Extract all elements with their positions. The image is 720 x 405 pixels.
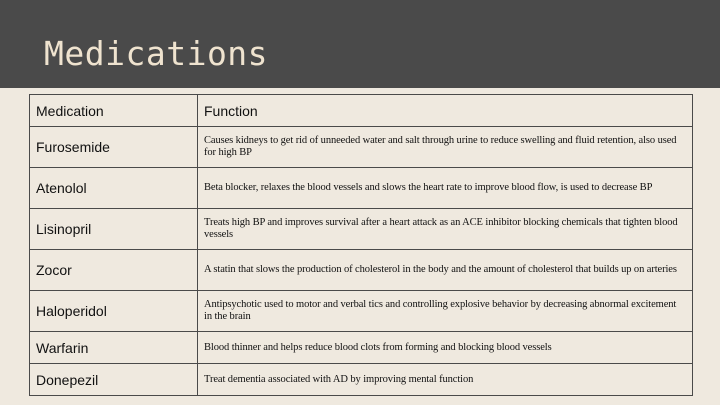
medication-function: Blood thinner and helps reduce blood clots from forming and blocking blood vessels bbox=[198, 332, 693, 364]
slide-title: Medications bbox=[44, 34, 269, 73]
medication-name: Haloperidol bbox=[30, 291, 198, 332]
title-band bbox=[0, 0, 720, 88]
table-row bbox=[30, 332, 693, 364]
column-header-medication: Medication bbox=[30, 95, 198, 127]
medication-name: Atenolol bbox=[30, 168, 198, 209]
medication-function: Causes kidneys to get rid of unneeded water and salt through urine to reduce swelling and fluid retention, also used for high BP bbox=[198, 127, 693, 168]
table-row bbox=[30, 127, 693, 168]
medication-name: Zocor bbox=[30, 250, 198, 291]
medication-function: Antipsychotic used to motor and verbal tics and controlling explosive behavior by decreasing abnormal excitement in the brain bbox=[198, 291, 693, 332]
medication-function: Treat dementia associated with AD by improving mental function bbox=[198, 364, 693, 396]
table-row bbox=[30, 209, 693, 250]
table-row bbox=[30, 250, 693, 291]
table-row bbox=[30, 168, 693, 209]
medication-function: A statin that slows the production of cholesterol in the body and the amount of cholesterol that builds up on arteries bbox=[198, 250, 693, 291]
medication-name: Warfarin bbox=[30, 332, 198, 364]
medication-name: Furosemide bbox=[30, 127, 198, 168]
medication-name: Lisinopril bbox=[30, 209, 198, 250]
medications-table bbox=[29, 94, 693, 396]
column-header-function: Function bbox=[198, 95, 693, 127]
medication-name: Donepezil bbox=[30, 364, 198, 396]
table-header-row bbox=[30, 95, 693, 127]
medication-function: Treats high BP and improves survival after a heart attack as an ACE inhibitor blocking chemicals that tighten blood vessels bbox=[198, 209, 693, 250]
table-row bbox=[30, 364, 693, 396]
medication-function: Beta blocker, relaxes the blood vessels and slows the heart rate to improve blood flow, is used to decrease BP bbox=[198, 168, 693, 209]
table-row bbox=[30, 291, 693, 332]
